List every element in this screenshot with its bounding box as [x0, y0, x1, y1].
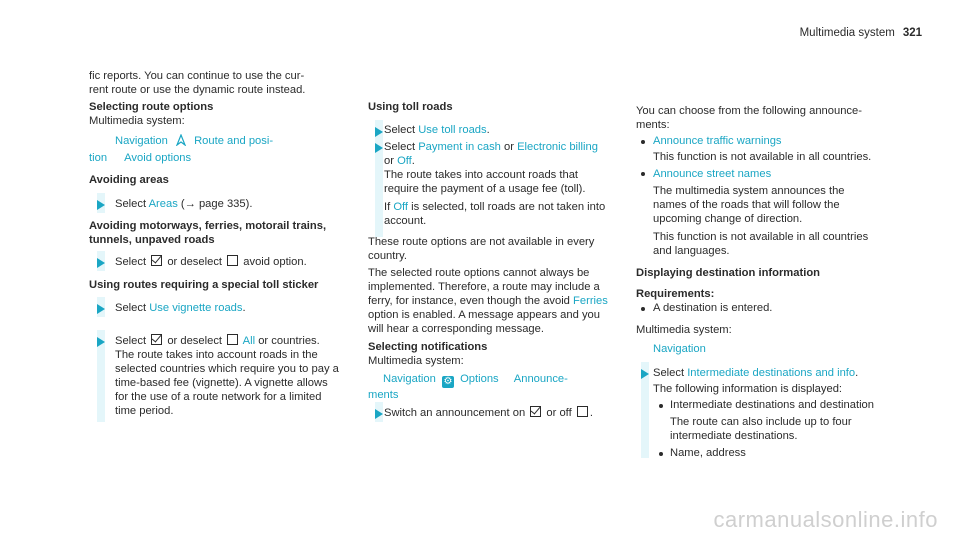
paragraph-line: The route takes into account roads in the: [115, 349, 318, 361]
paragraph-line: ments:: [636, 119, 670, 131]
path-tion-link[interactable]: tion: [89, 152, 108, 164]
paragraph-line: account.: [384, 215, 427, 227]
step-vignette: [115, 301, 246, 315]
multimedia-system-label: Multimedia system:: [636, 324, 732, 336]
path-ments-link[interactable]: ments: [368, 389, 399, 401]
step-text: .: [242, 302, 246, 314]
empty-box-icon[interactable]: [577, 406, 588, 417]
step-text: Select: [115, 335, 147, 347]
heading-requirements: Requirements:: [636, 288, 715, 300]
requirement-item: A destination is entered.: [653, 302, 773, 314]
paragraph-line: selected countries which require you to pay a: [115, 363, 339, 375]
paragraph-line: country.: [368, 250, 407, 262]
step-arrow-icon: [641, 369, 649, 379]
step-all-countries: [115, 334, 320, 348]
step-text: Select: [115, 302, 150, 314]
page-header: [800, 26, 922, 40]
use-toll-roads-link[interactable]: Use toll roads: [418, 124, 487, 136]
step-text: avoid option.: [243, 256, 307, 268]
step-text: .: [486, 124, 490, 136]
step-text: or deselect: [167, 335, 223, 347]
payment-in-cash-link[interactable]: Payment in cash: [418, 141, 501, 153]
paragraph-text: If: [384, 201, 394, 213]
step-text: or: [384, 155, 398, 167]
step-arrow-icon: [97, 200, 105, 210]
step-text: or: [500, 141, 518, 153]
heading-using-toll-roads: Using toll roads: [368, 101, 453, 113]
bullet-icon: [641, 140, 645, 144]
paragraph-line: [384, 200, 605, 214]
step-text: Switch an announcement on: [384, 407, 526, 419]
step-text: Select: [653, 367, 688, 379]
step-text: .: [855, 367, 859, 379]
ferries-link[interactable]: Ferries: [573, 295, 608, 307]
step-intermediate: [653, 366, 858, 380]
paragraph-text: ferry, for instance, even though the avoid: [368, 295, 574, 307]
bullet-icon: [659, 404, 663, 408]
path-route-and-position-link[interactable]: Route and posi-: [194, 135, 274, 147]
step-arrow-icon: [375, 143, 383, 153]
paragraph-line: time period.: [115, 405, 174, 417]
paragraph-line: The following information is displayed:: [653, 383, 843, 395]
heading-avoiding-motorways-2: tunnels, unpaved roads: [89, 234, 215, 246]
bullet-icon: [641, 307, 645, 311]
path-navigation-link[interactable]: Navigation: [653, 343, 706, 355]
path-avoid-options-link[interactable]: Avoid options: [124, 152, 192, 164]
paragraph-line: These route options are not available in every: [368, 236, 595, 248]
all-link[interactable]: All: [242, 335, 256, 347]
announce-street-names-link[interactable]: Announce street names: [653, 168, 772, 180]
sub-bullet-item: Name, address: [670, 447, 746, 459]
paragraph-line: The multimedia system announces the: [653, 185, 845, 197]
step-select-deselect: [115, 255, 307, 269]
paragraph-line: upcoming change of direction.: [653, 213, 803, 225]
paragraph-line: names of the roads that will follow the: [653, 199, 840, 211]
menu-path: [383, 372, 568, 388]
paragraph-line: You can choose from the following announce-: [636, 105, 862, 117]
step-text: or countries.: [258, 335, 320, 347]
step-text: Select: [384, 124, 419, 136]
path-navigation-link[interactable]: Navigation: [383, 373, 436, 385]
step-switch: [384, 406, 593, 420]
checked-box-icon[interactable]: [151, 255, 162, 266]
path-navigation-link[interactable]: Navigation: [115, 135, 168, 147]
step-use-toll-roads: [384, 123, 490, 137]
paragraph-text: is selected, toll roads are not taken into: [408, 201, 606, 213]
step-text: Select: [384, 141, 419, 153]
paragraph-line: [368, 294, 608, 308]
intermediate-destinations-link[interactable]: Intermediate destinations and info: [687, 367, 856, 379]
heading-toll-sticker: Using routes requiring a special toll sticker: [89, 279, 319, 291]
paragraph-line: rent route or use the dynamic route instead.: [89, 84, 306, 96]
areas-link[interactable]: Areas: [148, 198, 178, 210]
menu-path: [115, 134, 273, 148]
step-text: or off: [546, 407, 572, 419]
paragraph-line: for the use of a route network for a limited: [115, 391, 322, 403]
paragraph-line: will hear a corresponding message.: [368, 323, 544, 335]
heading-selecting-route-options: Selecting route options: [89, 101, 214, 113]
checked-box-icon[interactable]: [530, 406, 541, 417]
watermark: carmanualsonline.info: [713, 507, 938, 532]
path-announcements-link[interactable]: Announce-: [513, 373, 568, 385]
bullet-icon: [641, 172, 645, 176]
heading-avoiding-motorways: Avoiding motorways, ferries, motorail trains,: [89, 220, 327, 232]
menu-path-cont: [368, 388, 398, 402]
menu-path-cont: [89, 151, 191, 165]
paragraph-line: The route can also include up to four: [670, 416, 852, 428]
step-text: .: [411, 155, 415, 167]
heading-selecting-notifications: Selecting notifications: [368, 341, 488, 353]
multimedia-system-label: Multimedia system:: [89, 115, 185, 127]
step-text: (→ page 335).: [177, 198, 253, 210]
step-arrow-icon: [97, 304, 105, 314]
step-arrow-icon: [375, 409, 383, 419]
paragraph-line: require the payment of a usage fee (toll).: [384, 183, 586, 195]
off-link-2[interactable]: Off: [393, 201, 409, 213]
off-link[interactable]: Off: [397, 155, 412, 167]
paragraph-line: implemented. Therefore, a route may include a: [368, 281, 600, 293]
heading-avoiding-areas: Avoiding areas: [89, 174, 169, 186]
path-options-link[interactable]: Options: [460, 373, 499, 385]
step-arrow-icon: [375, 127, 383, 137]
paragraph-line: This function is not available in all countries: [653, 231, 869, 243]
paragraph-line: This function is not available in all countries.: [653, 151, 872, 163]
electronic-billing-link[interactable]: Electronic billing: [517, 141, 598, 153]
step-select-areas: [115, 197, 252, 211]
step-payment: [384, 140, 598, 154]
section-title: Multimedia system: [799, 27, 895, 39]
paragraph-line: intermediate destinations.: [670, 430, 798, 442]
heading-displaying-destination-info: Displaying destination information: [636, 267, 820, 279]
paragraph-line: option is enabled. A message appears and you: [368, 309, 600, 321]
route-arrow-icon: [175, 134, 187, 146]
empty-box-icon[interactable]: [227, 334, 238, 345]
multimedia-system-label: Multimedia system:: [368, 355, 464, 367]
announce-traffic-warnings-link[interactable]: Announce traffic warnings: [653, 135, 782, 147]
paragraph-line: The selected route options cannot always be: [368, 267, 590, 279]
bullet-icon: [659, 452, 663, 456]
step-text: or deselect: [167, 256, 223, 268]
step-text: Select: [115, 256, 147, 268]
page-number: 321: [902, 27, 922, 39]
empty-box-icon[interactable]: [227, 255, 238, 266]
paragraph-line: fic reports. You can continue to use the cur-: [89, 70, 305, 82]
step-text: .: [589, 407, 593, 419]
paragraph-line: The route takes into account roads that: [384, 169, 579, 181]
gear-icon: ⚙: [443, 376, 453, 387]
use-vignette-roads-link[interactable]: Use vignette roads: [149, 302, 243, 314]
step-payment-cont: [384, 154, 415, 168]
sub-bullet-item: Intermediate destinations and destination: [670, 399, 874, 411]
paragraph-line: time-based fee (vignette). A vignette allows: [115, 377, 328, 389]
step-text: Select: [115, 198, 149, 210]
paragraph-line: and languages.: [653, 245, 730, 257]
checked-box-icon[interactable]: [151, 334, 162, 345]
step-arrow-icon: [97, 337, 105, 347]
step-arrow-icon: [97, 258, 105, 268]
